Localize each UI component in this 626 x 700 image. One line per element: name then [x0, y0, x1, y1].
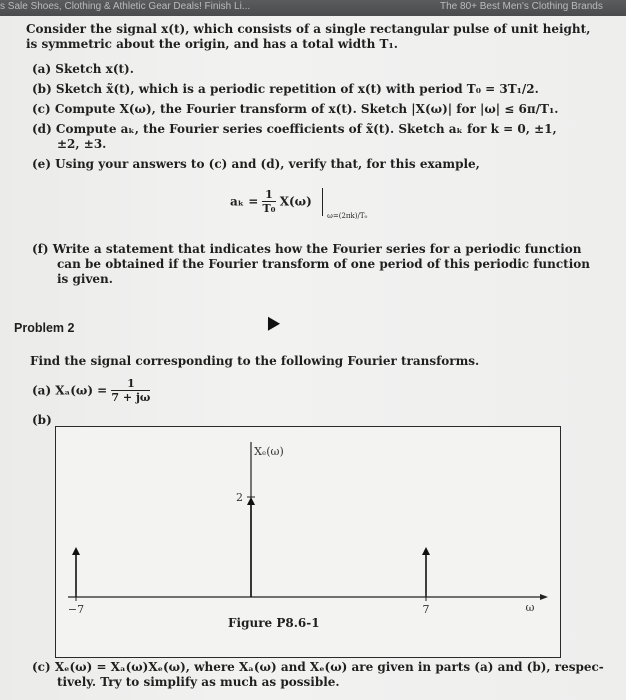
problem2-part-b: (b): [32, 413, 52, 427]
impulse-arrow-0: [247, 497, 255, 505]
figure-caption: Figure P8.6-1: [228, 616, 320, 630]
x-axis-label: ω: [525, 601, 535, 614]
formula-rhs: X(ω): [279, 194, 312, 209]
x-tick-label-neg7: −7: [67, 603, 85, 616]
problem1-part-e: (e) Using your answers to (c) and (d), verify that, for this example,: [32, 157, 480, 171]
problem1-part-f-line1: (f) Write a statement that indicates how the Fourier series for a periodic function: [32, 242, 582, 256]
problem1-part-d-line1: (d) Compute aₖ, the Fourier series coefficients of x̃(t). Sketch aₖ for k = 0, ±1,: [32, 122, 557, 136]
formula-lhs: aₖ =: [230, 194, 259, 209]
formula-fraction: [262, 189, 275, 215]
problem2-part-a: [32, 378, 150, 404]
problem1-part-b: (b) Sketch x̃(t), which is a periodic repetition of x(t) with period T₀ = 3T₁/2.: [32, 82, 539, 96]
document-page: [0, 16, 626, 700]
problem1-intro-line1: Consider the signal x(t), which consists of a single rectangular pulse of unit height,: [26, 22, 591, 36]
problem2-heading: Problem 2: [14, 321, 75, 335]
evaluation-bar: [322, 188, 323, 216]
impulse-arrow-7: [422, 547, 430, 555]
problem2-prompt: Find the signal corresponding to the following Fourier transforms.: [30, 354, 480, 368]
problem1-part-a: (a) Sketch x(t).: [32, 62, 134, 76]
y-axis-label: Xₑ(ω): [254, 445, 284, 458]
part-a-numerator: 1: [111, 378, 150, 391]
y-tick-label-2: 2: [236, 491, 243, 504]
problem2-part-c-line1: (c) Xₑ(ω) = Xₐ(ω)Xₑ(ω), where Xₐ(ω) and Xₑ(ω) are given in parts (a) and (b), respec-: [32, 660, 604, 674]
browser-tab-bar: [0, 0, 626, 16]
x-axis-arrow-icon: [540, 594, 548, 600]
problem1-part-f-line2: can be obtained if the Fourier transform of one period of this periodic function: [57, 257, 591, 271]
problem1-intro-line2: is symmetric about the origin, and has a total width T₁.: [26, 37, 398, 51]
browser-tab-left[interactable]: s Sale Shoes, Clothing & Athletic Gear Deals! Finish Li...: [0, 1, 251, 12]
mouse-cursor-icon: [262, 313, 280, 330]
impulse-arrow--7: [72, 547, 80, 555]
browser-tab-right[interactable]: The 80+ Best Men's Clothing Brands: [440, 1, 603, 12]
part-a-fraction: [111, 378, 150, 404]
x-tick-label-7: 7: [422, 603, 430, 616]
problem1-part-f-line3: is given.: [57, 272, 113, 286]
problem2-part-c-line2: tively. Try to simplify as much as possible.: [57, 675, 340, 689]
part-a-denominator: 7 + jω: [111, 391, 151, 404]
formula-subscript: ω=(2πk)/T₀: [327, 211, 368, 220]
part-a-lhs: (a) Xₐ(ω) =: [32, 383, 108, 398]
problem1-part-c: (c) Compute X(ω), the Fourier transform of x(t). Sketch |X(ω)| for |ω| ≤ 6π/T₁.: [32, 102, 559, 116]
formula-denominator: T₀: [262, 202, 276, 215]
problem1-formula: [230, 188, 368, 220]
problem1-part-d-line2: ±2, ±3.: [57, 137, 107, 151]
formula-numerator: 1: [262, 189, 275, 202]
